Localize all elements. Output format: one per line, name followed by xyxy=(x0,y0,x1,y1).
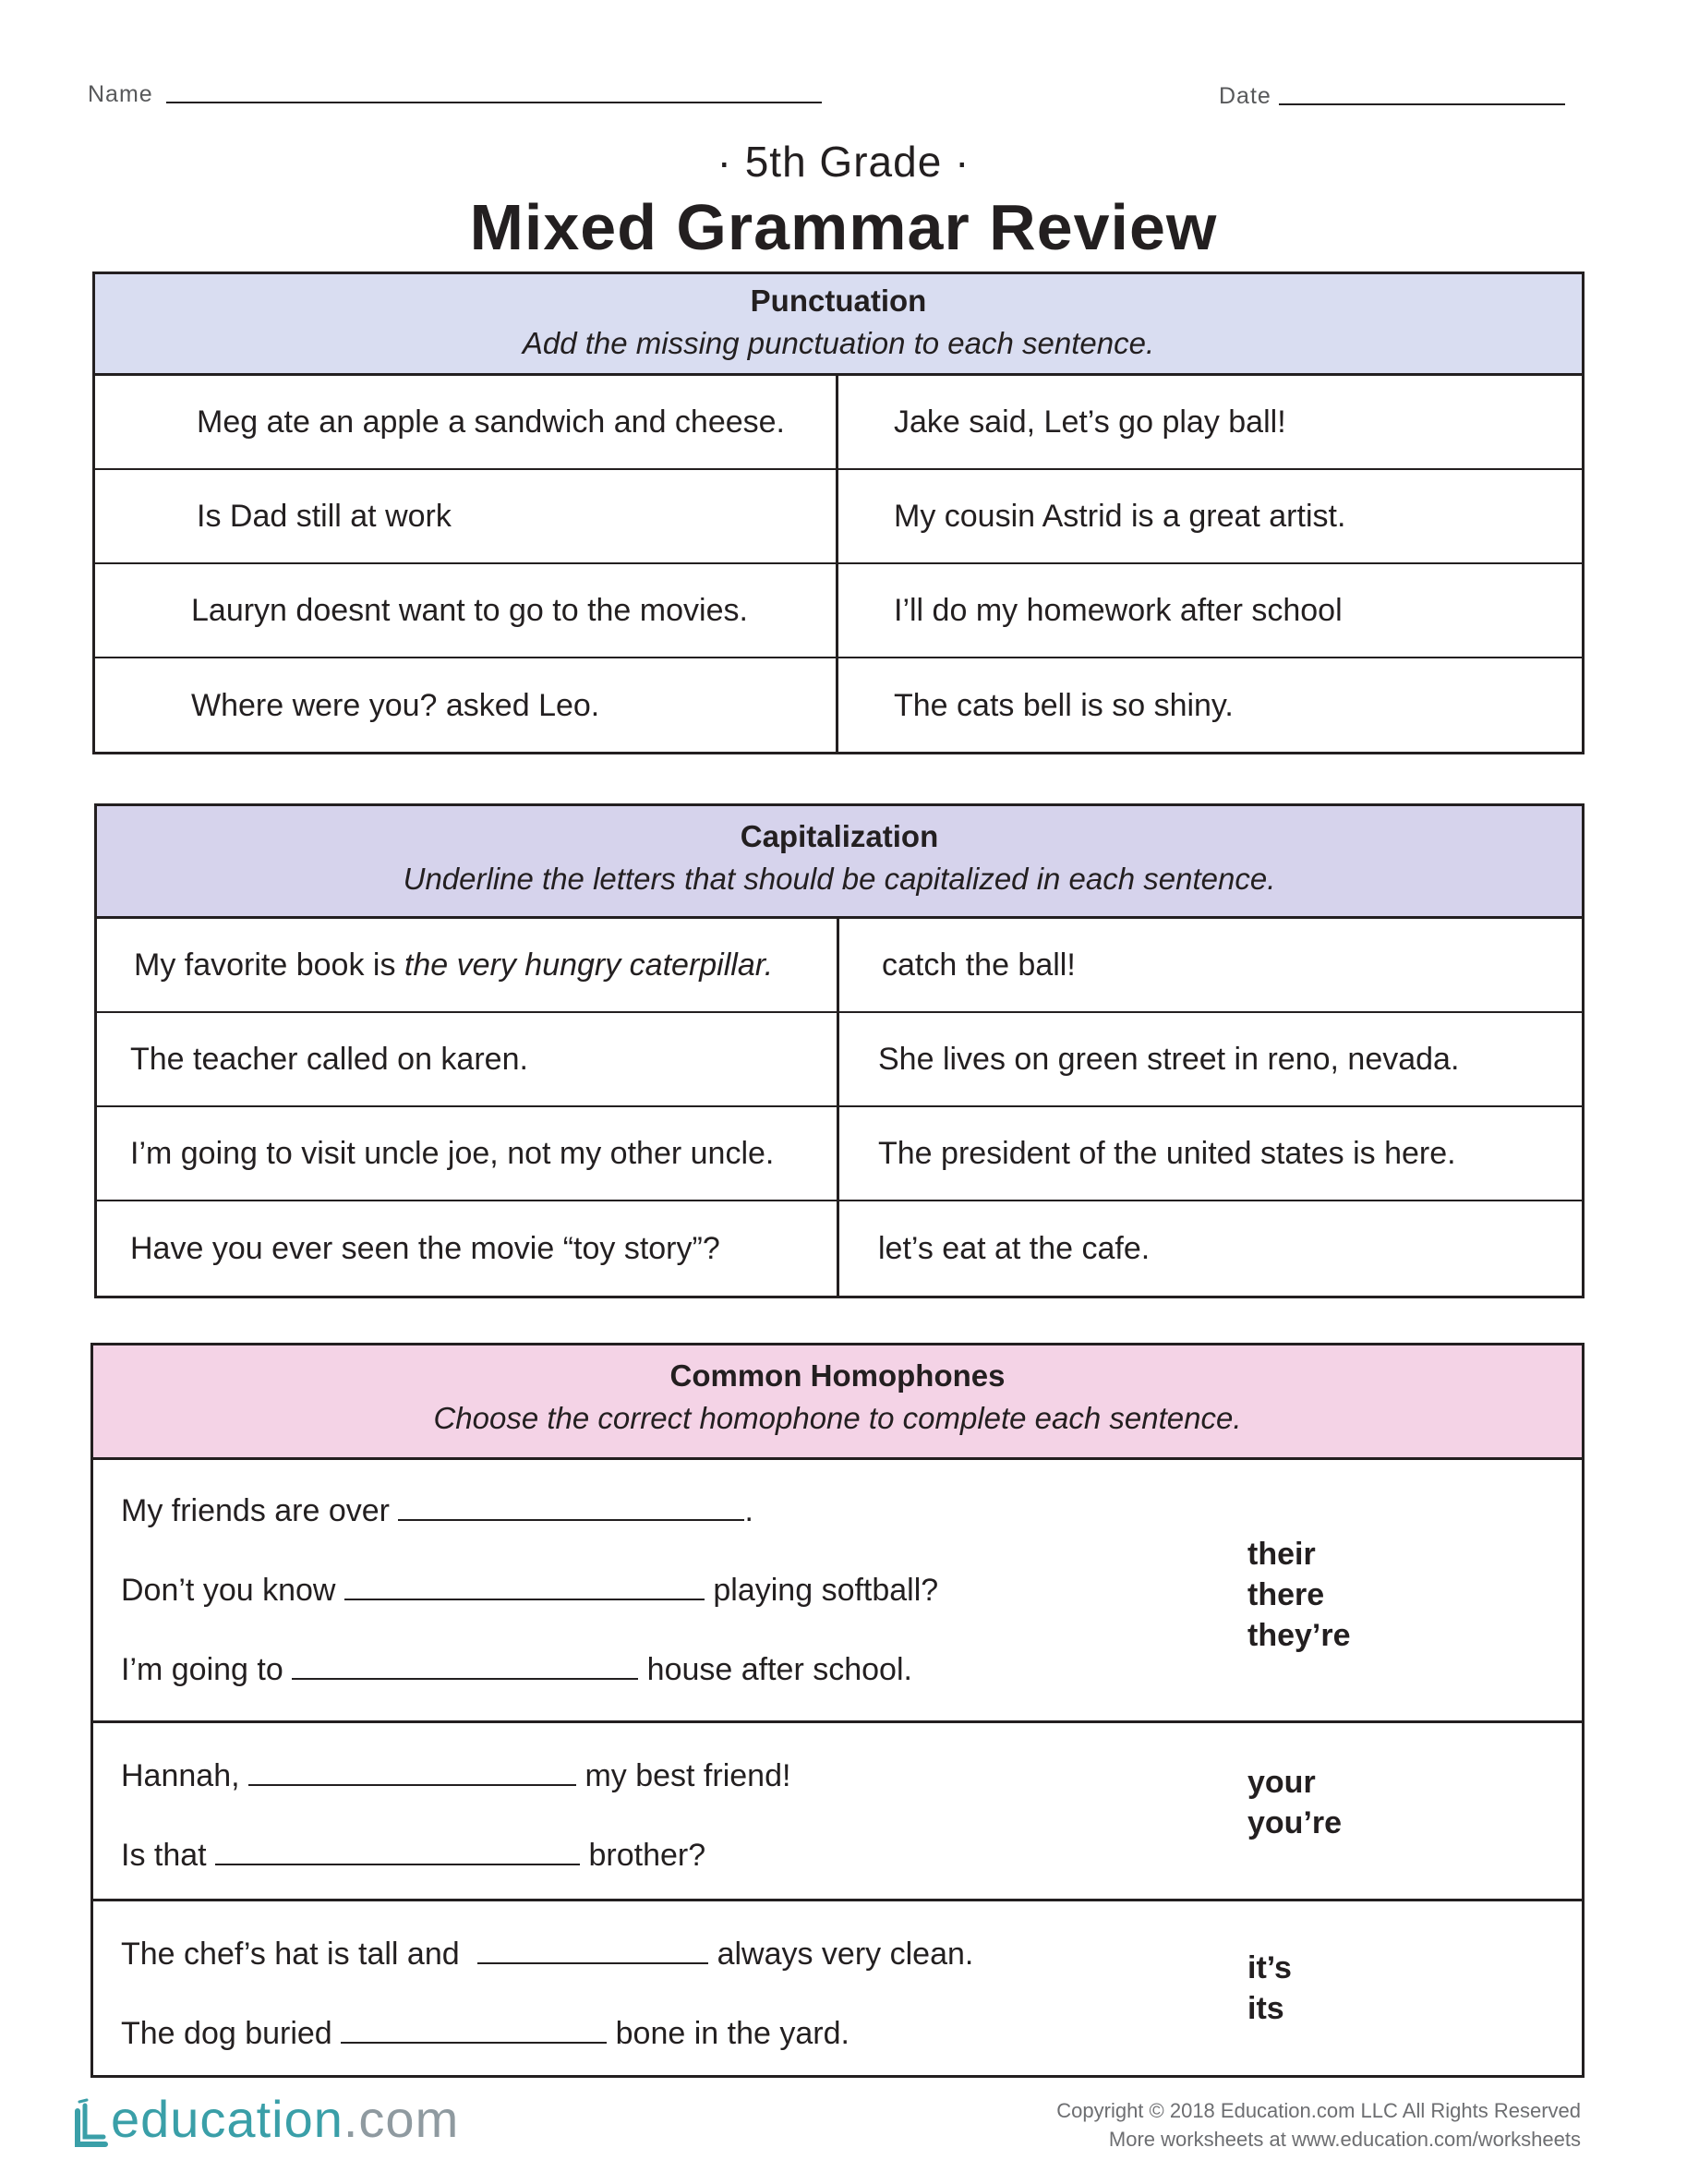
date-line[interactable] xyxy=(1279,103,1565,105)
homophone-group-its xyxy=(93,1901,1582,2075)
book-logo-icon xyxy=(70,2098,111,2152)
punctuation-title: Punctuation xyxy=(750,284,927,318)
book-title-text: the very hungry caterpillar. xyxy=(404,947,774,983)
punctuation-header xyxy=(95,274,1582,376)
capitalization-header xyxy=(97,806,1582,919)
answer-blank[interactable] xyxy=(292,1652,638,1680)
answer-blank[interactable] xyxy=(477,1937,708,1964)
homophone-sentence xyxy=(121,1838,705,1874)
homophone-sentence xyxy=(121,1493,753,1529)
capitalization-title: Capitalization xyxy=(740,819,939,853)
answer-blank[interactable] xyxy=(341,2016,607,2044)
punctuation-sentence[interactable]: Lauryn doesnt want to go to the movies. xyxy=(95,564,838,658)
punctuation-sentence[interactable]: My cousin Astrid is a great artist. xyxy=(838,470,1582,564)
logo-suffix: .com xyxy=(343,2090,460,2148)
homophone-group-their xyxy=(93,1460,1582,1723)
capitalization-sentence[interactable]: Have you ever seen the movie “toy story”? xyxy=(97,1201,839,1296)
name-label: Name xyxy=(88,81,153,107)
sentence-text: . xyxy=(744,1493,753,1528)
capitalization-sentence-text: My favorite book is xyxy=(134,947,404,983)
sentence-text: my best friend! xyxy=(584,1758,791,1793)
capitalization-sentence[interactable]: The president of the united states is here. xyxy=(839,1107,1582,1201)
punctuation-instructions: Add the missing punctuation to each sentence. xyxy=(522,326,1155,360)
capitalization-sentence[interactable]: The teacher called on karen. xyxy=(97,1013,839,1107)
sentence-text: always very clean. xyxy=(717,1937,974,1972)
answer-blank[interactable] xyxy=(215,1838,580,1865)
punctuation-sentence[interactable]: The cats bell is so shiny. xyxy=(894,687,1234,723)
more-worksheets-text: More worksheets at www.education.com/worksheets xyxy=(1108,2128,1581,2151)
sentence-text: bone in the yard. xyxy=(615,2016,850,2051)
copyright-text: Copyright © 2018 Education.com LLC All Rights Reserved xyxy=(1056,2099,1581,2122)
homophone-sentence xyxy=(121,1573,938,1609)
education-logo[interactable] xyxy=(111,2089,459,2149)
name-line[interactable] xyxy=(166,102,822,103)
sentence-text: brother? xyxy=(588,1838,706,1873)
sentence-text: Hannah, xyxy=(121,1758,240,1793)
homophones-header xyxy=(93,1345,1582,1460)
homophone-sentence xyxy=(121,1758,790,1794)
homophone-choices xyxy=(1247,1534,1351,1656)
page-title: Mixed Grammar Review xyxy=(469,191,1218,263)
sentence-text: Is that xyxy=(121,1838,207,1873)
choice-word: their xyxy=(1247,1537,1316,1572)
sentence-text: Don’t you know xyxy=(121,1573,336,1608)
answer-blank[interactable] xyxy=(398,1493,744,1521)
copyright-block xyxy=(1056,2096,1581,2154)
choice-word: there xyxy=(1247,1577,1325,1612)
logo-text: education xyxy=(111,2090,343,2148)
homophone-sentence xyxy=(121,1652,912,1688)
capitalization-sentence[interactable]: catch the ball! xyxy=(839,919,1582,1013)
punctuation-sentence[interactable]: I’ll do my homework after school xyxy=(838,564,1582,658)
punctuation-grid xyxy=(95,376,1582,753)
date-label: Date xyxy=(1219,83,1271,109)
answer-blank[interactable] xyxy=(344,1573,705,1600)
punctuation-sentence[interactable]: Where were you? asked Leo. xyxy=(95,658,838,753)
choice-word: they’re xyxy=(1247,1618,1351,1653)
choice-word: your xyxy=(1247,1765,1316,1800)
choice-word: its xyxy=(1247,1991,1284,2026)
capitalization-instructions: Underline the letters that should be capitalized in each sentence. xyxy=(403,862,1276,896)
punctuation-sentence[interactable]: Is Dad still at work xyxy=(95,470,838,564)
homophone-choices xyxy=(1247,1948,1292,2029)
capitalization-grid xyxy=(97,919,1582,1296)
homophone-group-your xyxy=(93,1723,1582,1901)
capitalization-sentence[interactable] xyxy=(97,919,839,1013)
choice-word: it’s xyxy=(1247,1950,1292,1985)
sentence-text: house after school. xyxy=(646,1652,912,1687)
capitalization-sentence[interactable]: I’m going to visit uncle joe, not my other uncle. xyxy=(97,1107,839,1201)
homophones-title: Common Homophones xyxy=(669,1358,1006,1393)
capitalization-sentence[interactable]: let’s eat at the cafe. xyxy=(878,1230,1151,1266)
homophone-sentence xyxy=(121,2016,850,2052)
homophone-choices xyxy=(1247,1762,1342,1843)
sentence-text: The chef’s hat is tall and xyxy=(121,1937,460,1972)
homophones-section xyxy=(90,1343,1585,2078)
grade-subtitle: · 5th Grade · xyxy=(717,138,970,186)
punctuation-section xyxy=(92,271,1585,754)
homophones-instructions: Choose the correct homophone to complete each sentence. xyxy=(433,1401,1242,1435)
sentence-text: I’m going to xyxy=(121,1652,283,1687)
answer-blank[interactable] xyxy=(248,1758,576,1786)
punctuation-sentence[interactable]: Jake said, Let’s go play ball! xyxy=(838,376,1582,470)
capitalization-sentence[interactable]: She lives on green street in reno, nevada. xyxy=(839,1013,1582,1107)
sentence-text: The dog buried xyxy=(121,2016,332,2051)
capitalization-section xyxy=(94,803,1585,1298)
sentence-text: playing softball? xyxy=(713,1573,939,1608)
homophone-sentence xyxy=(121,1937,973,1973)
punctuation-sentence[interactable]: Meg ate an apple a sandwich and cheese. xyxy=(95,376,838,470)
choice-word: you’re xyxy=(1247,1805,1343,1840)
sentence-text: My friends are over xyxy=(121,1493,390,1528)
